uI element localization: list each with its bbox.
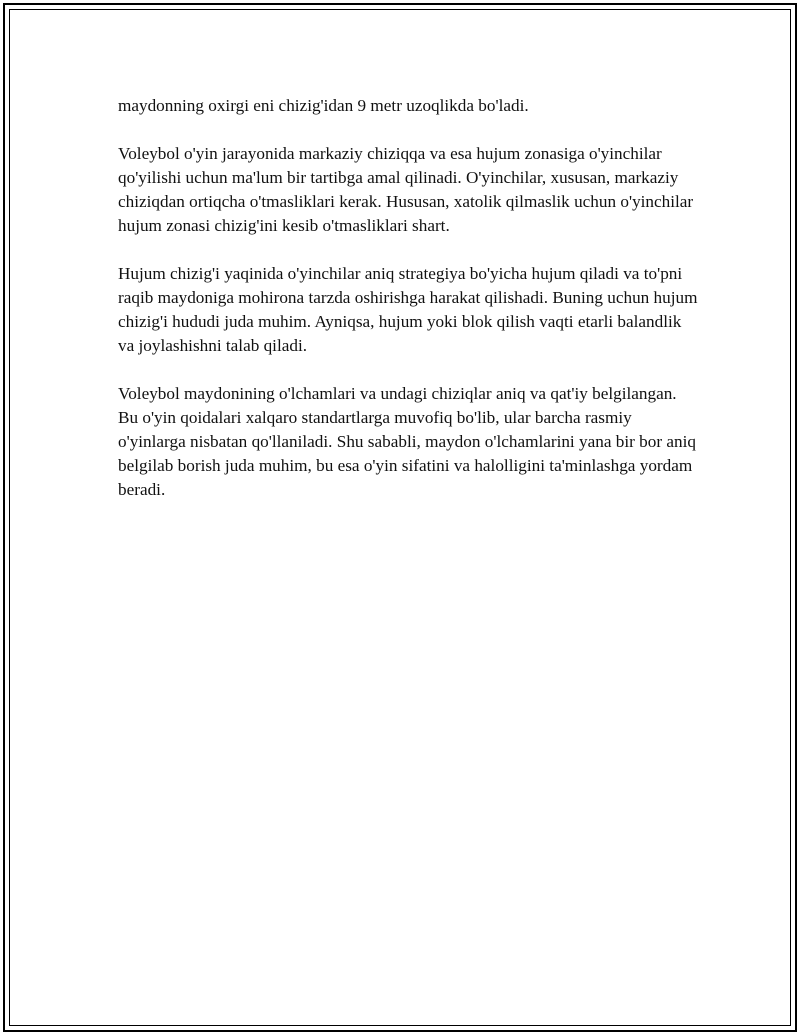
paragraph-2: Voleybol o'yin jarayonida markaziy chiziqqa va esa hujum zonasiga o'yinchilar qo'yilishi uchun ma'lum bir tartibga amal qilinadi. O'yinchilar, xususan, markaziy chiziqdan ortiqcha o'tmasliklari kerak. Hususan, xatolik qilmaslik uchun o'yinchilar hujum zonasi chizig'ini kesib o'tmasliklari shart.	[118, 144, 694, 235]
paragraph-1: maydonning oxirgi eni chizig'idan 9 metr uzoqlikda bo'ladi.	[118, 96, 529, 115]
paragraph-3: Hujum chizig'i yaqinida o'yinchilar aniq strategiya bo'yicha hujum qiladi va to'pni raqib maydoniga mohirona tarzda oshirishga harakat qilishadi. Buning uchun hujum chizig'i hududi juda muhim. Ayniqsa, hujum yoki blok qilish vaqti etarli balandlik va joylashishni talab qiladi.	[118, 264, 698, 355]
document-body	[118, 94, 698, 526]
paragraph-4: Voleybol maydonining o'lchamlari va undagi chiziqlar aniq va qat'iy belgilangan. Bu o'yin qoidalari xalqaro standartlarga muvofiq bo'lib, ular barcha rasmiy o'yinlarga nisbatan qo'llaniladi. Shu sababli, maydon o'lchamlarini yana bir bor aniq belgilab borish juda muhim, bu esa o'yin sifatini va halolligini ta'minlashga yordam beradi.	[118, 384, 696, 499]
